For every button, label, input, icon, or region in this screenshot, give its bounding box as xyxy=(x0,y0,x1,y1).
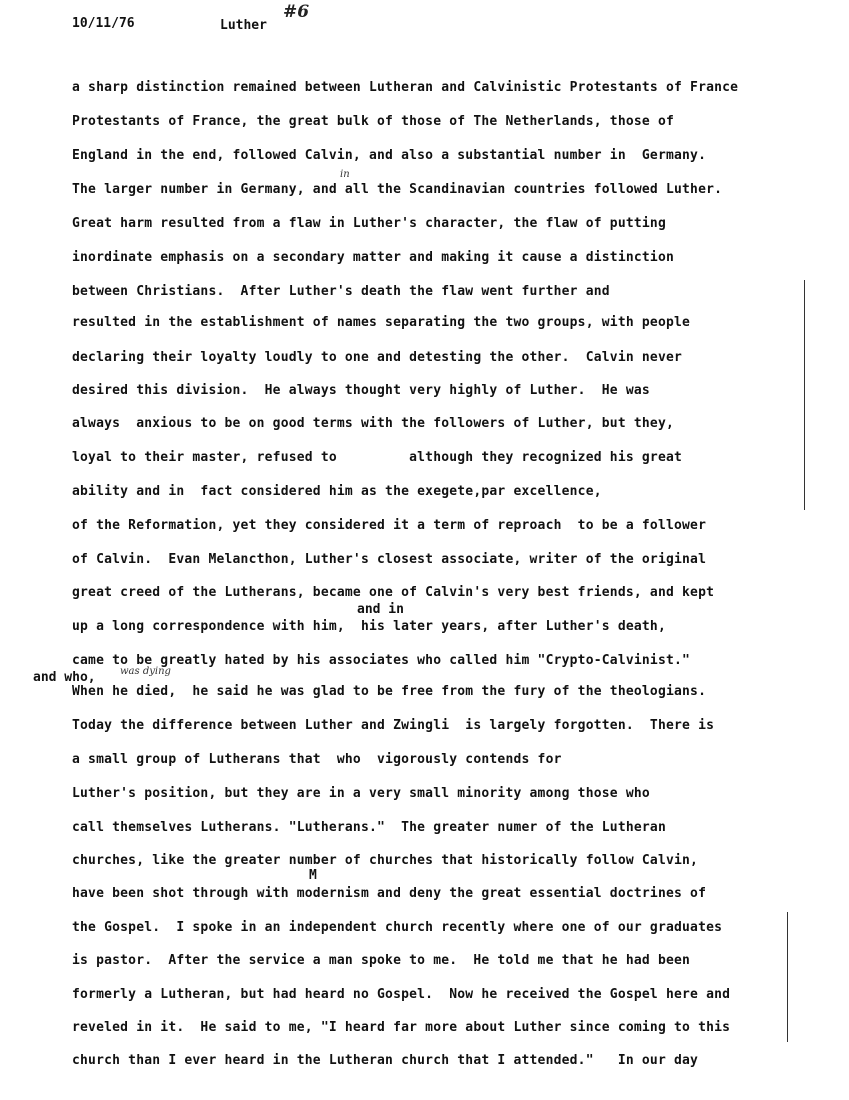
text-line: churches, like the greater number of churches that historically follow Calvin, xyxy=(72,853,699,868)
text-line: came to be greatly hated by his associates who called him "Crypto-Calvinist." xyxy=(72,653,691,668)
text-line: the Gospel. I spoke in an independent church recently where one of our graduates xyxy=(72,920,723,935)
header-date: 10/11/76 xyxy=(72,16,135,31)
text-line: reveled in it. He said to me, "I heard far more about Luther since coming to this xyxy=(72,1020,731,1035)
text-line: resulted in the establishment of names separating the two groups, with people xyxy=(72,315,691,330)
text-line: desired this division. He always thought very highly of Luther. He was xyxy=(72,383,650,398)
text-line: Luther's position, but they are in a very small minority among those who xyxy=(72,786,650,801)
handwritten-insert-in: in xyxy=(340,169,350,180)
handwritten-insert-was-dying: was dying xyxy=(120,666,171,677)
text-line: call themselves Lutherans. "Lutherans." The greater numer of the Lutheran xyxy=(72,820,666,835)
text-line: between Christians. After Luther's death the flaw went further and xyxy=(72,284,610,299)
text-line: a small group of Lutherans that who vigorously contends for xyxy=(72,752,562,767)
text-line: is pastor. After the service a man spoke to me. He told me that he had been xyxy=(72,953,691,968)
text-line: The larger number in Germany, and all the Scandinavian countries followed Luther. xyxy=(72,182,723,197)
text-line: England in the end, followed Calvin, and also a substantial number in Germany. xyxy=(72,148,707,163)
typed-insert-and-in: and in xyxy=(357,602,404,617)
text-line: of Calvin. Evan Melancthon, Luther's closest associate, writer of the original xyxy=(72,552,707,567)
text-line: have been shot through with modernism and deny the great essential doctrines of xyxy=(72,886,707,901)
text-line: inordinate emphasis on a secondary matter and making it cause a distinction xyxy=(72,250,674,265)
text-line: always anxious to be on good terms with the followers of Luther, but they, xyxy=(72,416,674,431)
text-line: a sharp distinction remained between Lutheran and Calvinistic Protestants of France xyxy=(72,80,739,95)
text-line: formerly a Lutheran, but had heard no Gospel. Now he received the Gospel here and xyxy=(72,987,731,1002)
text-line: church than I ever heard in the Lutheran church that I attended." In our day xyxy=(72,1053,699,1068)
header-title: Luther xyxy=(220,18,267,33)
text-line: declaring their loyalty loudly to one and detesting the other. Calvin never xyxy=(72,350,683,365)
typed-insert-m: M xyxy=(309,868,317,883)
text-line: loyal to their master, refused to although they recognized his great xyxy=(72,450,683,465)
text-line: ability and in fact considered him as the exegete,par excellence, xyxy=(72,484,602,499)
text-line: Today the difference between Luther and Zwingli is largely forgotten. There is xyxy=(72,718,715,733)
text-line: Protestants of France, the great bulk of those of The Netherlands, those of xyxy=(72,114,674,129)
typed-insert-and-who: and who, xyxy=(33,670,96,685)
margin-mark-line xyxy=(804,280,805,510)
text-line: When he died, he said he was glad to be free from the fury of the theologians. xyxy=(72,684,707,699)
text-line: of the Reformation, yet they considered it a term of reproach to be a follower xyxy=(72,518,707,533)
header-page-number: #6 xyxy=(283,2,310,22)
margin-mark-line xyxy=(787,912,788,1042)
text-line: great creed of the Lutherans, became one of Calvin's very best friends, and kept xyxy=(72,585,715,600)
text-line: Great harm resulted from a flaw in Luther's character, the flaw of putting xyxy=(72,216,666,231)
text-line: up a long correspondence with him, his later years, after Luther's death, xyxy=(72,619,666,634)
